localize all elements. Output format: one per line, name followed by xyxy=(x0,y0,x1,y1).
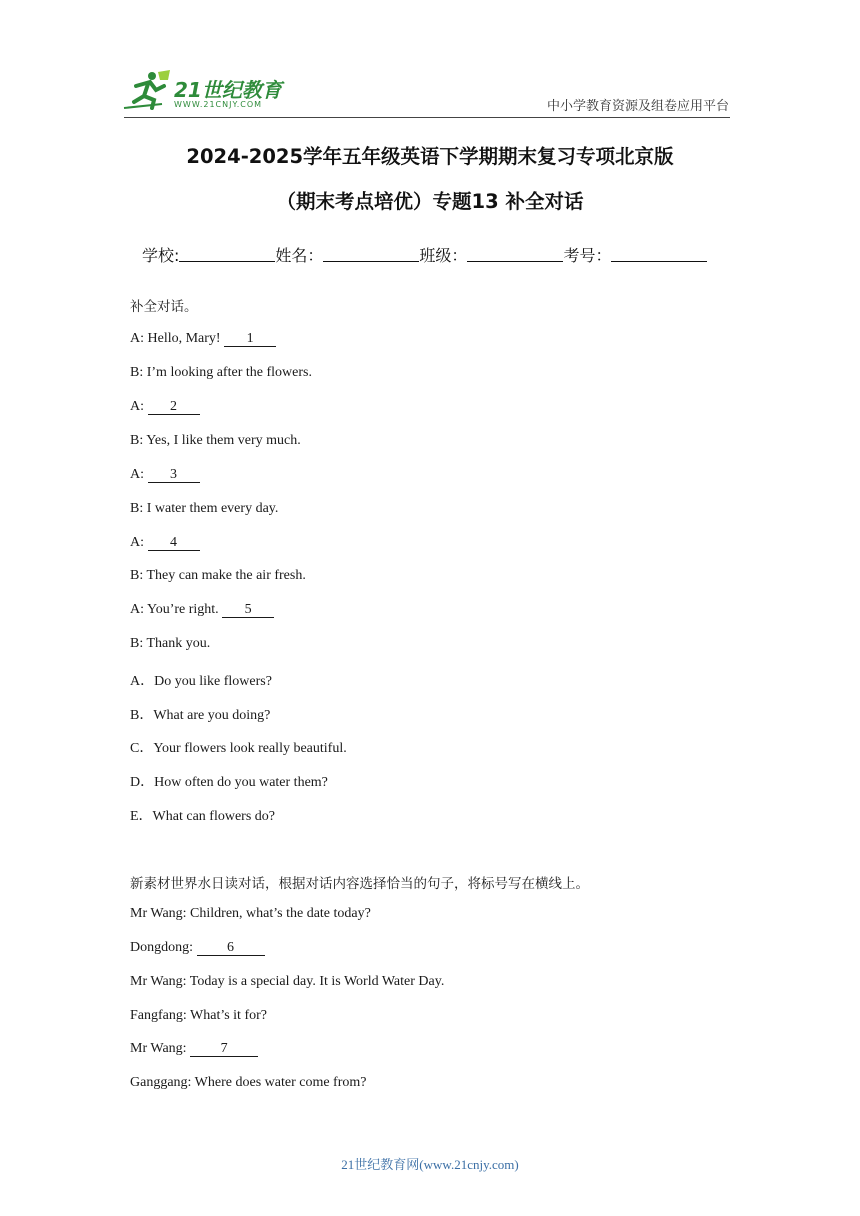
dialogue-line: B: I’m looking after the flowers. xyxy=(130,365,312,380)
option-item: E．What can flowers do? xyxy=(130,809,275,824)
option-item: D．How often do you water them? xyxy=(130,775,328,790)
dialogue-line: A: You’re right. 5 xyxy=(130,602,274,618)
answer-blank[interactable]: 3 xyxy=(148,468,200,483)
answer-blank[interactable]: 4 xyxy=(148,536,200,551)
dialogue-line: Mr Wang: Today is a special day. It is World Water Day. xyxy=(130,974,445,989)
dialogue-line: A: 3 xyxy=(130,467,200,483)
logo xyxy=(122,68,292,114)
school-blank[interactable] xyxy=(179,243,275,262)
student-info-row xyxy=(142,243,707,266)
number-label: 考号： xyxy=(563,246,612,265)
dialogue-line: Mr Wang: 7 xyxy=(130,1041,258,1057)
option-item: B．What are you doing? xyxy=(130,708,271,723)
answer-blank[interactable]: 1 xyxy=(224,332,276,347)
answer-blank[interactable]: 7 xyxy=(190,1042,258,1057)
answer-blank[interactable]: 2 xyxy=(148,400,200,415)
dialogue-line: A: 4 xyxy=(130,535,200,551)
dialogue-line: A: Hello, Mary! 1 xyxy=(130,331,276,347)
page-footer[interactable]: 21世纪教育网(www.21cnjy.com) xyxy=(341,1157,519,1172)
class-label: 班级： xyxy=(419,246,468,265)
number-blank[interactable] xyxy=(611,243,707,262)
logo-text: 21世纪教育 xyxy=(174,78,282,102)
dialogue-line: B: Thank you. xyxy=(130,636,211,651)
answer-blank[interactable]: 6 xyxy=(197,941,265,956)
dialogue-line: Fangfang: What’s it for? xyxy=(130,1008,267,1023)
doc-title-line1: 2024-2025学年五年级英语下学期期末复习专项北京版 xyxy=(186,145,674,168)
dialogue-line: Ganggang: Where does water come from? xyxy=(130,1075,367,1090)
dialogue-line: A: 2 xyxy=(130,399,200,415)
option-item: A．Do you like flowers? xyxy=(130,674,272,689)
school-label: 学校: xyxy=(142,246,180,265)
header-divider xyxy=(124,117,730,118)
name-blank[interactable] xyxy=(323,243,419,262)
answer-blank[interactable]: 5 xyxy=(222,603,274,618)
section2-instruction: 新素材世界水日读对话，根据对话内容选择恰当的句子，将标号写在横线上。 xyxy=(130,876,589,892)
platform-name: 中小学教育资源及组卷应用平台 xyxy=(546,99,729,114)
class-blank[interactable] xyxy=(467,243,563,262)
section1-instruction: 补全对话。 xyxy=(130,299,198,315)
doc-title-line2: （期末考点培优）专题13 补全对话 xyxy=(276,190,584,213)
logo-url: WWW.21CNJY.COM xyxy=(174,100,263,109)
name-label: 姓名： xyxy=(275,246,324,265)
page-header xyxy=(0,0,860,120)
option-item: C．Your flowers look really beautiful. xyxy=(130,741,347,756)
runner-logo-icon xyxy=(122,68,174,114)
dialogue-line: B: Yes, I like them very much. xyxy=(130,433,301,448)
dialogue-line: B: I water them every day. xyxy=(130,501,279,516)
dialogue-line: B: They can make the air fresh. xyxy=(130,568,306,583)
dialogue-line: Dongdong: 6 xyxy=(130,940,265,956)
dialogue-line: Mr Wang: Children, what’s the date today? xyxy=(130,906,371,921)
